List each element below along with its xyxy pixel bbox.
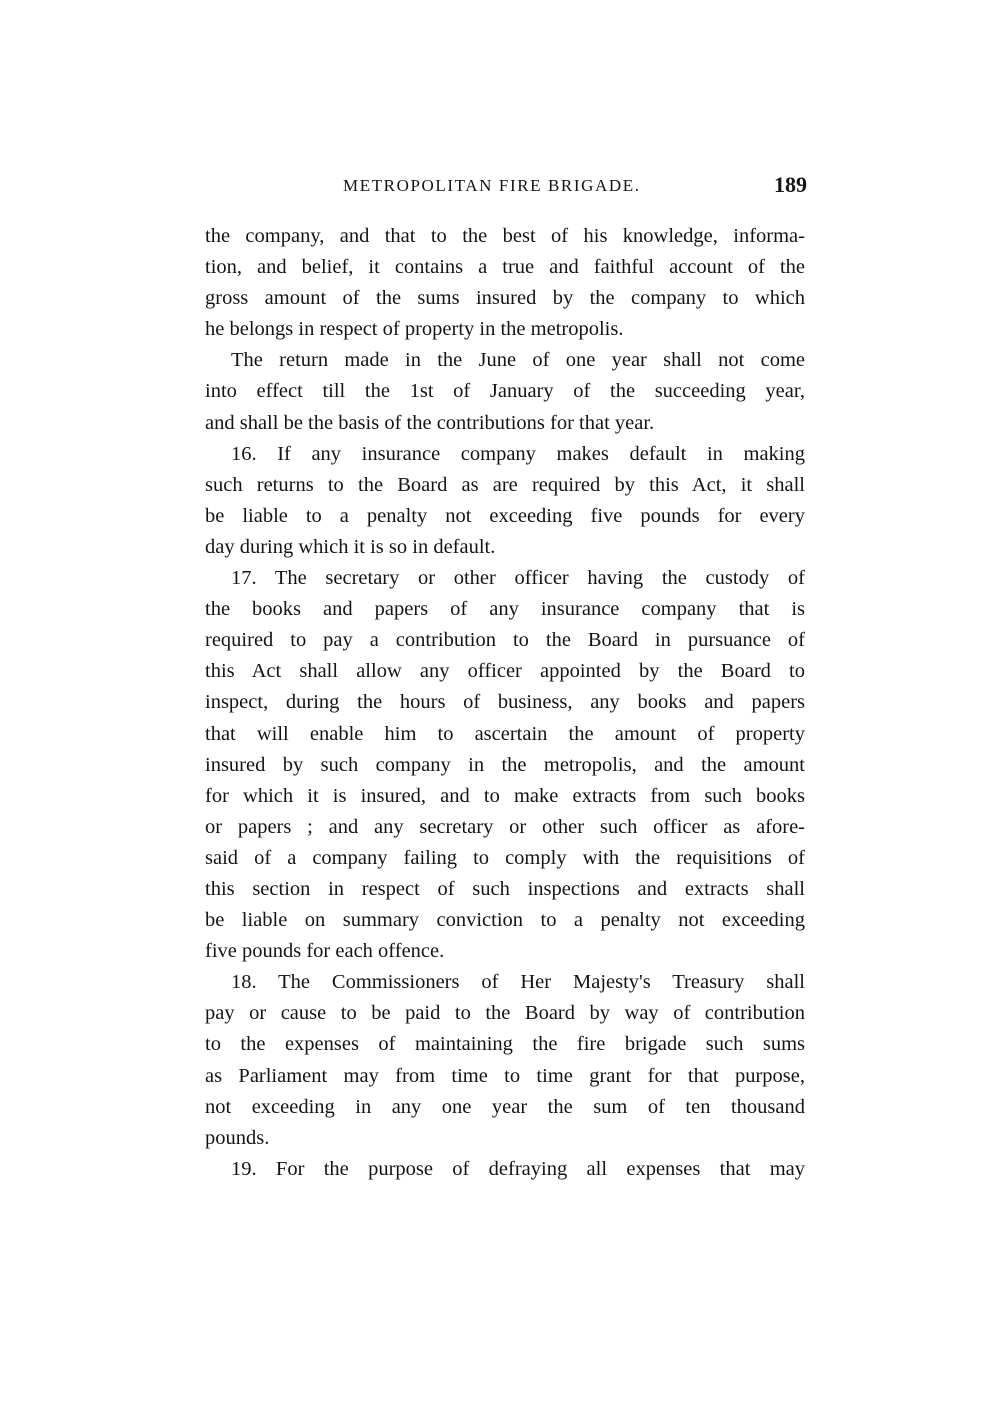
text-line: the company, and that to the best of his knowledge, informa-: [205, 225, 805, 247]
running-title: METROPOLITAN FIRE BRIGADE.: [343, 176, 641, 195]
text-line: inspect, during the hours of business, any books and papers: [205, 691, 805, 714]
text-line: pounds.: [205, 1126, 270, 1149]
text-line: or papers ; and any secretary or other such officer as afore-: [205, 815, 805, 838]
text-line: this Act shall allow any officer appointed by the Board to: [205, 660, 805, 683]
text-line: as Parliament may from time to time grant for that purpose,: [205, 1064, 805, 1087]
text-line: and shall be the basis of the contributions for that year.: [205, 411, 655, 434]
text-line: not exceeding in any one year the sum of ten thousand: [205, 1095, 805, 1118]
text-line: the books and papers of any insurance company that is: [205, 598, 805, 621]
text-line: insured by such company in the metropolis, and the amount: [205, 753, 805, 776]
text-line: to the expenses of maintaining the fire brigade such sums: [205, 1033, 805, 1056]
text-line: be liable on summary conviction to a penalty not exceeding: [205, 909, 805, 932]
text-line: this section in respect of such inspections and extracts shall: [205, 877, 805, 900]
text-line: pay or cause to be paid to the Board by way of contribution: [205, 1002, 805, 1025]
body-text: [205, 221, 805, 1185]
text-line: gross amount of the sums insured by the company to which: [205, 287, 805, 310]
text-line: day during which it is so in default.: [205, 535, 496, 558]
text-line: into effect till the 1st of January of the succeeding year,: [205, 380, 805, 403]
text-line: five pounds for each offence.: [205, 940, 445, 963]
text-line: required to pay a contribution to the Board in pursuance of: [205, 629, 805, 652]
text-line: be liable to a penalty not exceeding five pounds for every: [205, 504, 805, 527]
text-line: he belongs in respect of property in the metropolis.: [205, 318, 624, 341]
running-header: [205, 172, 809, 202]
text-line: said of a company failing to comply with the requisitions of: [205, 846, 805, 869]
text-line: 19. For the purpose of defraying all expenses that may: [231, 1157, 805, 1180]
text-line: for which it is insured, and to make extracts from such books: [205, 784, 805, 807]
text-line: The return made in the June of one year shall not come: [231, 349, 805, 372]
text-line: 16. If any insurance company makes default in making: [231, 442, 805, 465]
text-line: such returns to the Board as are required by this Act, it shall: [205, 473, 805, 496]
page-number: 189: [774, 172, 807, 197]
text-line: 18. The Commissioners of Her Majesty's Treasury shall: [231, 971, 805, 994]
text-line: tion, and belief, it contains a true and faithful account of the: [205, 256, 805, 279]
text-line: that will enable him to ascertain the amount of property: [205, 722, 805, 745]
text-line: 17. The secretary or other officer having the custody of: [231, 567, 805, 590]
